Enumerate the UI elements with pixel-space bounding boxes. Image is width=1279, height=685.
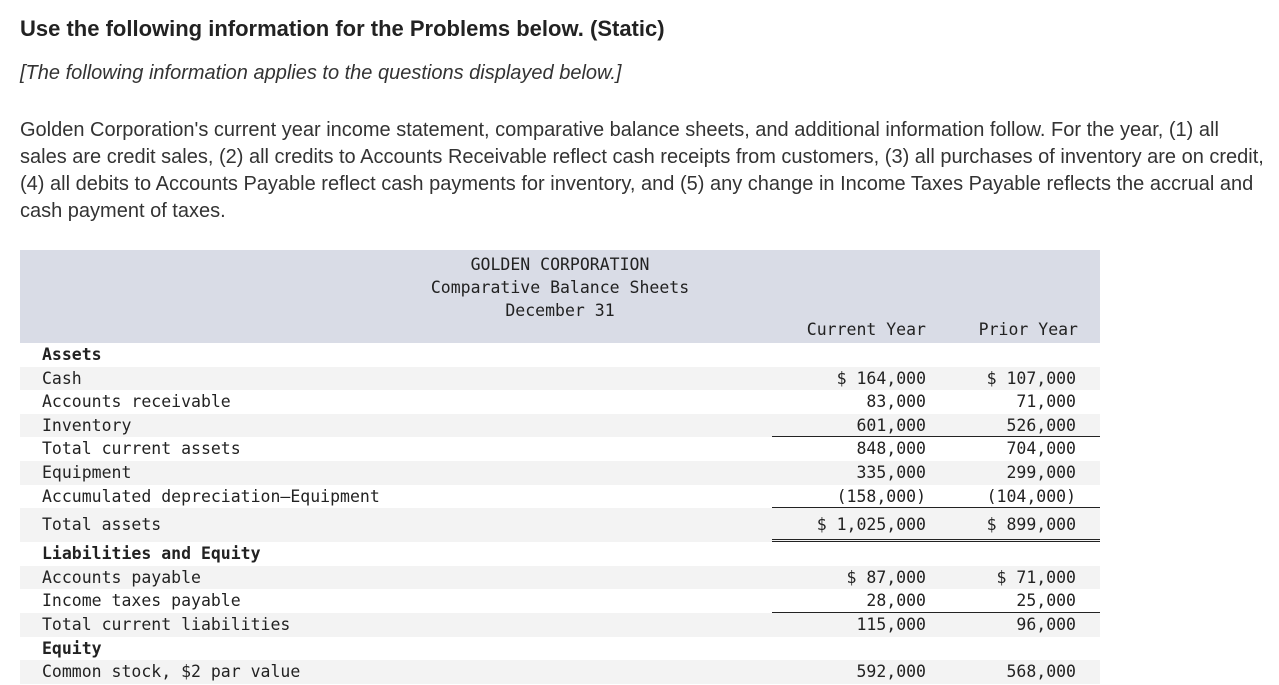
current-year-value: 601,000 [772, 414, 950, 438]
prior-year-value: $ 71,000 [996, 567, 1076, 587]
table-row [20, 613, 1100, 637]
table-title [20, 253, 1100, 322]
table-row [20, 660, 1100, 684]
row-label: Accounts payable [42, 567, 201, 587]
prior-year-value: 526,000 [950, 414, 1100, 438]
current-year-value: 848,000 [856, 439, 926, 459]
current-year-value: 115,000 [856, 614, 926, 634]
table-row [20, 542, 1100, 566]
prior-year-value: $ 899,000 [950, 508, 1100, 542]
current-year-value: 335,000 [856, 462, 926, 482]
prior-year-value: $ 107,000 [986, 368, 1076, 388]
row-label: Cash [42, 368, 82, 388]
table-row [20, 485, 1100, 509]
table-row [20, 566, 1100, 590]
subnote: [The following information applies to the questions displayed below.] [20, 62, 622, 84]
row-label: Equity [42, 638, 102, 658]
current-year-value: $ 87,000 [846, 567, 926, 587]
current-year-value: $ 164,000 [836, 368, 926, 388]
row-label: Assets [42, 345, 102, 364]
table-header [20, 250, 1100, 343]
table-row [20, 589, 1100, 613]
current-year-value: $ 1,025,000 [772, 508, 950, 542]
prior-year-value: 568,000 [1006, 662, 1076, 682]
statement-date: December 31 [505, 301, 615, 320]
column-header-prior-year: Prior Year [978, 320, 1078, 339]
row-label: Common stock, $2 par value [42, 662, 301, 682]
statement-name: Comparative Balance Sheets [430, 278, 690, 297]
row-label: Accounts receivable [42, 392, 231, 412]
row-label: Inventory [42, 415, 132, 435]
row-label: Liabilities and Equity [42, 544, 261, 564]
prior-year-value: 299,000 [1006, 462, 1076, 482]
table-row [20, 637, 1100, 661]
prior-year-value: (104,000) [950, 485, 1100, 509]
prior-year-value: 71,000 [1016, 392, 1076, 412]
table-row [20, 414, 1100, 438]
table-row [20, 437, 1100, 461]
row-label: Accumulated depreciation—Equipment [42, 486, 380, 506]
current-year-value: 28,000 [772, 589, 950, 613]
prior-year-value: 96,000 [1016, 614, 1076, 634]
company-name: GOLDEN CORPORATION [470, 255, 650, 274]
current-year-value: 592,000 [856, 662, 926, 682]
intro-paragraph: Golden Corporation's current year income statement, comparative balance sheets, and additional information follow. For the year, (1) all sales are credit sales, (2) all credits to Accounts Receivable reflect cash receipts from customers, (3) all purchases of inventory are on credit, (4) all debits to Accounts Payable reflect cash payments for inventory, and (5) any change in Income Taxes Payable reflects the accrual and cash payment of taxes. [20, 119, 1264, 222]
table-row [20, 390, 1100, 414]
table-row [20, 367, 1100, 391]
table-row [20, 461, 1100, 485]
row-label: Equipment [42, 462, 132, 482]
row-label: Total current liabilities [42, 614, 291, 634]
prior-year-value: 25,000 [950, 589, 1100, 613]
prior-year-value: 704,000 [1006, 439, 1076, 459]
row-label: Income taxes payable [42, 591, 241, 611]
column-header-current-year: Current Year [806, 320, 926, 339]
page-heading: Use the following information for the Problems below. (Static) [20, 16, 665, 41]
balance-sheet-table [20, 250, 1100, 684]
row-label: Total assets [42, 515, 162, 535]
current-year-value: 83,000 [866, 392, 926, 412]
current-year-value: (158,000) [772, 485, 950, 509]
table-row [20, 508, 1100, 542]
row-label: Total current assets [42, 439, 241, 459]
table-row [20, 343, 1100, 367]
